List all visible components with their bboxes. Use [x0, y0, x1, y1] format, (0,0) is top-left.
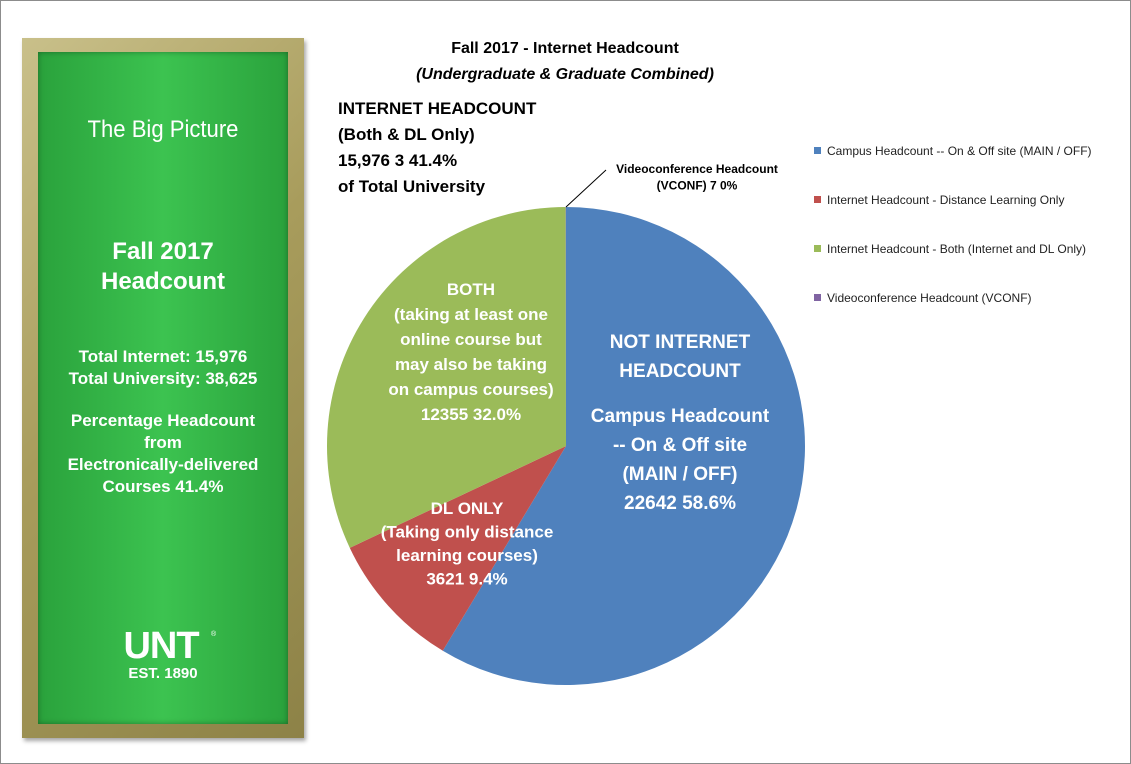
legend-item-vconf — [814, 291, 1032, 305]
pie-label-dl-2: learning courses) — [396, 546, 538, 565]
pie-label-vconf-1: (VCONF) 7 0% — [656, 178, 738, 193]
annotation-line2: (Both & DL Only) — [338, 125, 475, 144]
pie-label-dl-0: DL ONLY — [430, 499, 504, 518]
annotation-line3: 15,976 3 41.4% — [338, 151, 458, 170]
percentage-line4: Courses 41.4% — [102, 477, 224, 496]
legend-label-campus: Campus Headcount -- On & Off site (MAIN / OFF) — [827, 144, 1092, 158]
panel-heading-line1: Fall 2017 — [112, 238, 214, 265]
pie-label-campus-4: -- On & Off site — [612, 434, 748, 456]
pie-label-campus-6: 22642 58.6% — [624, 492, 736, 514]
pie-label-both-4: on campus courses) — [388, 380, 554, 399]
legend-label-dl: Internet Headcount - Distance Learning Only — [827, 193, 1065, 207]
pie-label-both-0: BOTH — [446, 280, 496, 299]
trademark-mark: ® — [211, 631, 217, 638]
panel-heading-line2: Headcount — [100, 268, 225, 295]
pie-label-both-1: (taking at least one — [394, 305, 548, 324]
percentage-line3: Electronically-delivered — [67, 455, 259, 474]
unt-logo-text: UNT — [123, 625, 199, 667]
pie-label-vconf-0: Videoconference Headcount — [616, 162, 778, 176]
legend-label-both: Internet Headcount - Both (Internet and DL Only) — [827, 242, 1087, 256]
percentage-line1: Percentage Headcount — [70, 411, 256, 430]
pie-label-dl-3: 3621 9.4% — [426, 569, 508, 589]
pie-label-campus-0: NOT INTERNET — [609, 332, 751, 353]
legend-swatch-dl — [814, 196, 821, 203]
legend-item-campus — [814, 144, 1092, 158]
annotation-line4: of Total University — [338, 177, 486, 196]
legend-item-dl — [814, 193, 1064, 207]
legend-swatch-vconf — [814, 294, 821, 301]
annotation-line1: INTERNET HEADCOUNT — [338, 99, 537, 118]
pie-label-campus-1: HEADCOUNT — [619, 361, 741, 382]
percentage-line2: from — [144, 433, 182, 452]
pie-label-both-3: may also be taking — [394, 355, 548, 374]
pie-label-campus-5: (MAIN / OFF) — [622, 463, 738, 485]
panel-title: The Big Picture — [87, 116, 239, 143]
pie-label-campus-3: Campus Headcount — [590, 405, 770, 427]
pie-label-both-5: 12355 32.0% — [420, 405, 522, 424]
total-university: Total University: 38,625 — [68, 369, 258, 388]
chart-subtitle: (Undergraduate & Graduate Combined) — [416, 66, 714, 83]
chart-title: Fall 2017 - Internet Headcount — [451, 40, 679, 57]
legend-label-vconf: Videoconference Headcount (VCONF) — [827, 291, 1032, 305]
legend-swatch-campus — [814, 147, 821, 154]
unt-logo-est: EST. 1890 — [128, 665, 198, 682]
pie-label-dl-1: (Taking only distance — [380, 522, 554, 542]
total-internet: Total Internet: 15,976 — [78, 347, 248, 366]
vconf-leader-line — [566, 170, 606, 207]
legend-swatch-both — [814, 245, 821, 252]
pie-label-both-2: online course but — [400, 330, 542, 349]
legend-item-both — [814, 242, 1086, 256]
